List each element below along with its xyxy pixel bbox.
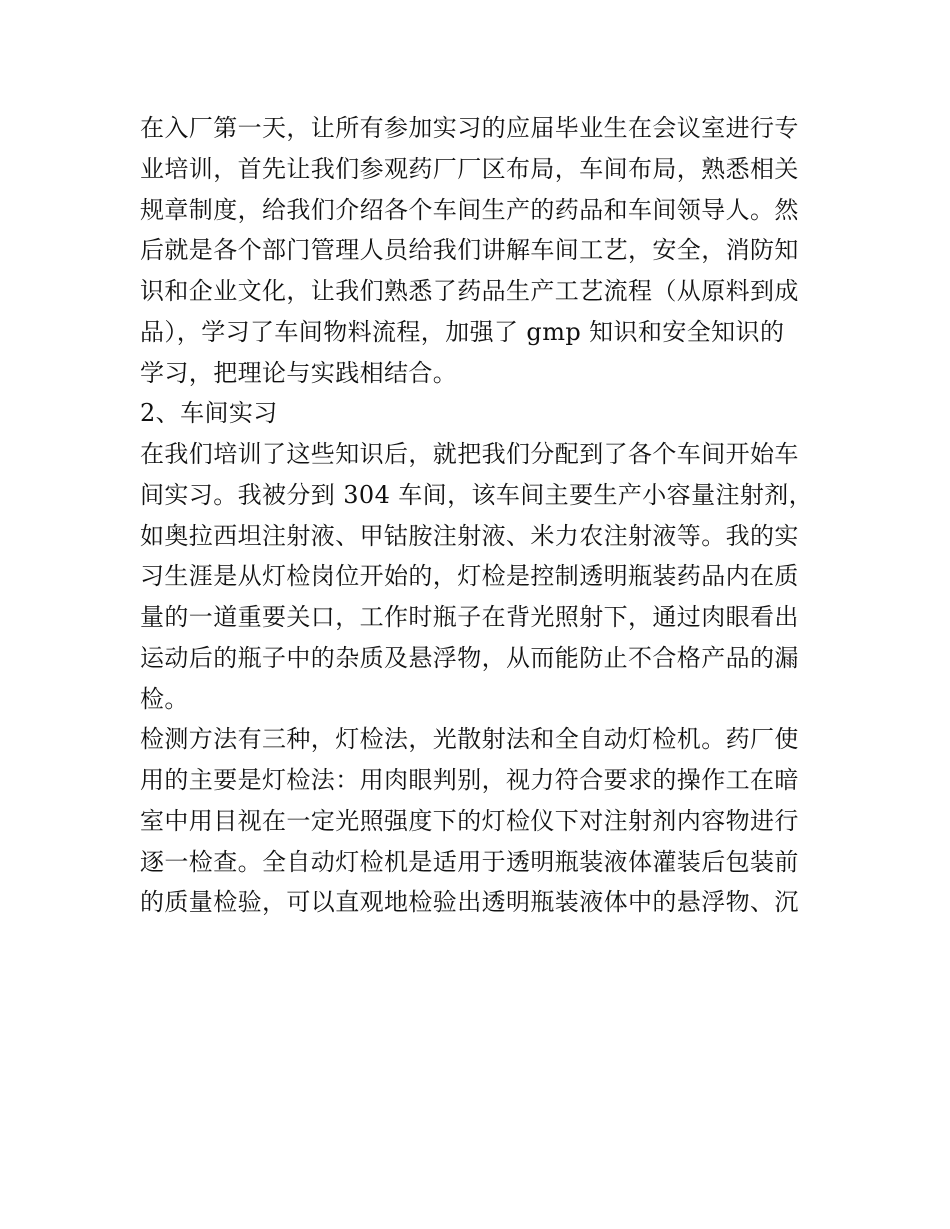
- text-line: 在入厂第一天，让所有参加实习的应届毕业生在会议室进行专: [140, 114, 799, 142]
- text-line: 量的一道重要关口，工作时瓶子在背光照射下，通过肉眼看出: [140, 603, 799, 631]
- text-line: 业培训，首先让我们参观药厂厂区布局，车间布局，熟悉相关: [140, 154, 799, 183]
- text-line: 识和企业文化，让我们熟悉了药品生产工艺流程（从原料到成: [140, 277, 799, 305]
- text-line: 逐一检查。全自动灯检机是适用于透明瓶装液体灌装后包装前: [140, 847, 799, 876]
- text-line: 检。: [140, 684, 189, 713]
- text-line: 间实习。我被分到 304 车间，该车间主要生产小容量注射剂，: [140, 480, 814, 509]
- section-heading: 2、车间实习: [140, 399, 278, 428]
- text-line: 如奥拉西坦注射液、甲钴胺注射液、米力农注射液等。我的实: [140, 521, 799, 550]
- text-line: 用的主要是灯检法：用肉眼判别，视力符合要求的操作工在暗: [140, 766, 799, 794]
- text-line: 运动后的瓶子中的杂质及悬浮物，从而能防止不合格产品的漏: [140, 643, 799, 672]
- text-line: 在我们培训了这些知识后，就把我们分配到了各个车间开始车: [140, 440, 799, 468]
- text-line: 室中用目视在一定光照强度下的灯检仪下对注射剂内容物进行: [140, 806, 799, 835]
- text-line: 习生涯是从灯检岗位开始的，灯检是控制透明瓶装药品内在质: [140, 562, 799, 591]
- document-body: [140, 108, 820, 923]
- text-line: 规章制度，给我们介绍各个车间生产的药品和车间领导人。然: [140, 195, 799, 224]
- text-line: 后就是各个部门管理人员给我们讲解车间工艺，安全，消防知: [140, 236, 799, 265]
- text-line: 检测方法有三种，灯检法，光散射法和全自动灯检机。药厂使: [140, 725, 799, 754]
- text-line: 的质量检验，可以直观地检验出透明瓶装液体中的悬浮物、沉: [140, 888, 799, 917]
- text-line: 品），学习了车间物料流程，加强了 gmp 知识和安全知识的: [140, 317, 785, 346]
- text-line: 学习，把理论与实践相结合。: [140, 358, 458, 387]
